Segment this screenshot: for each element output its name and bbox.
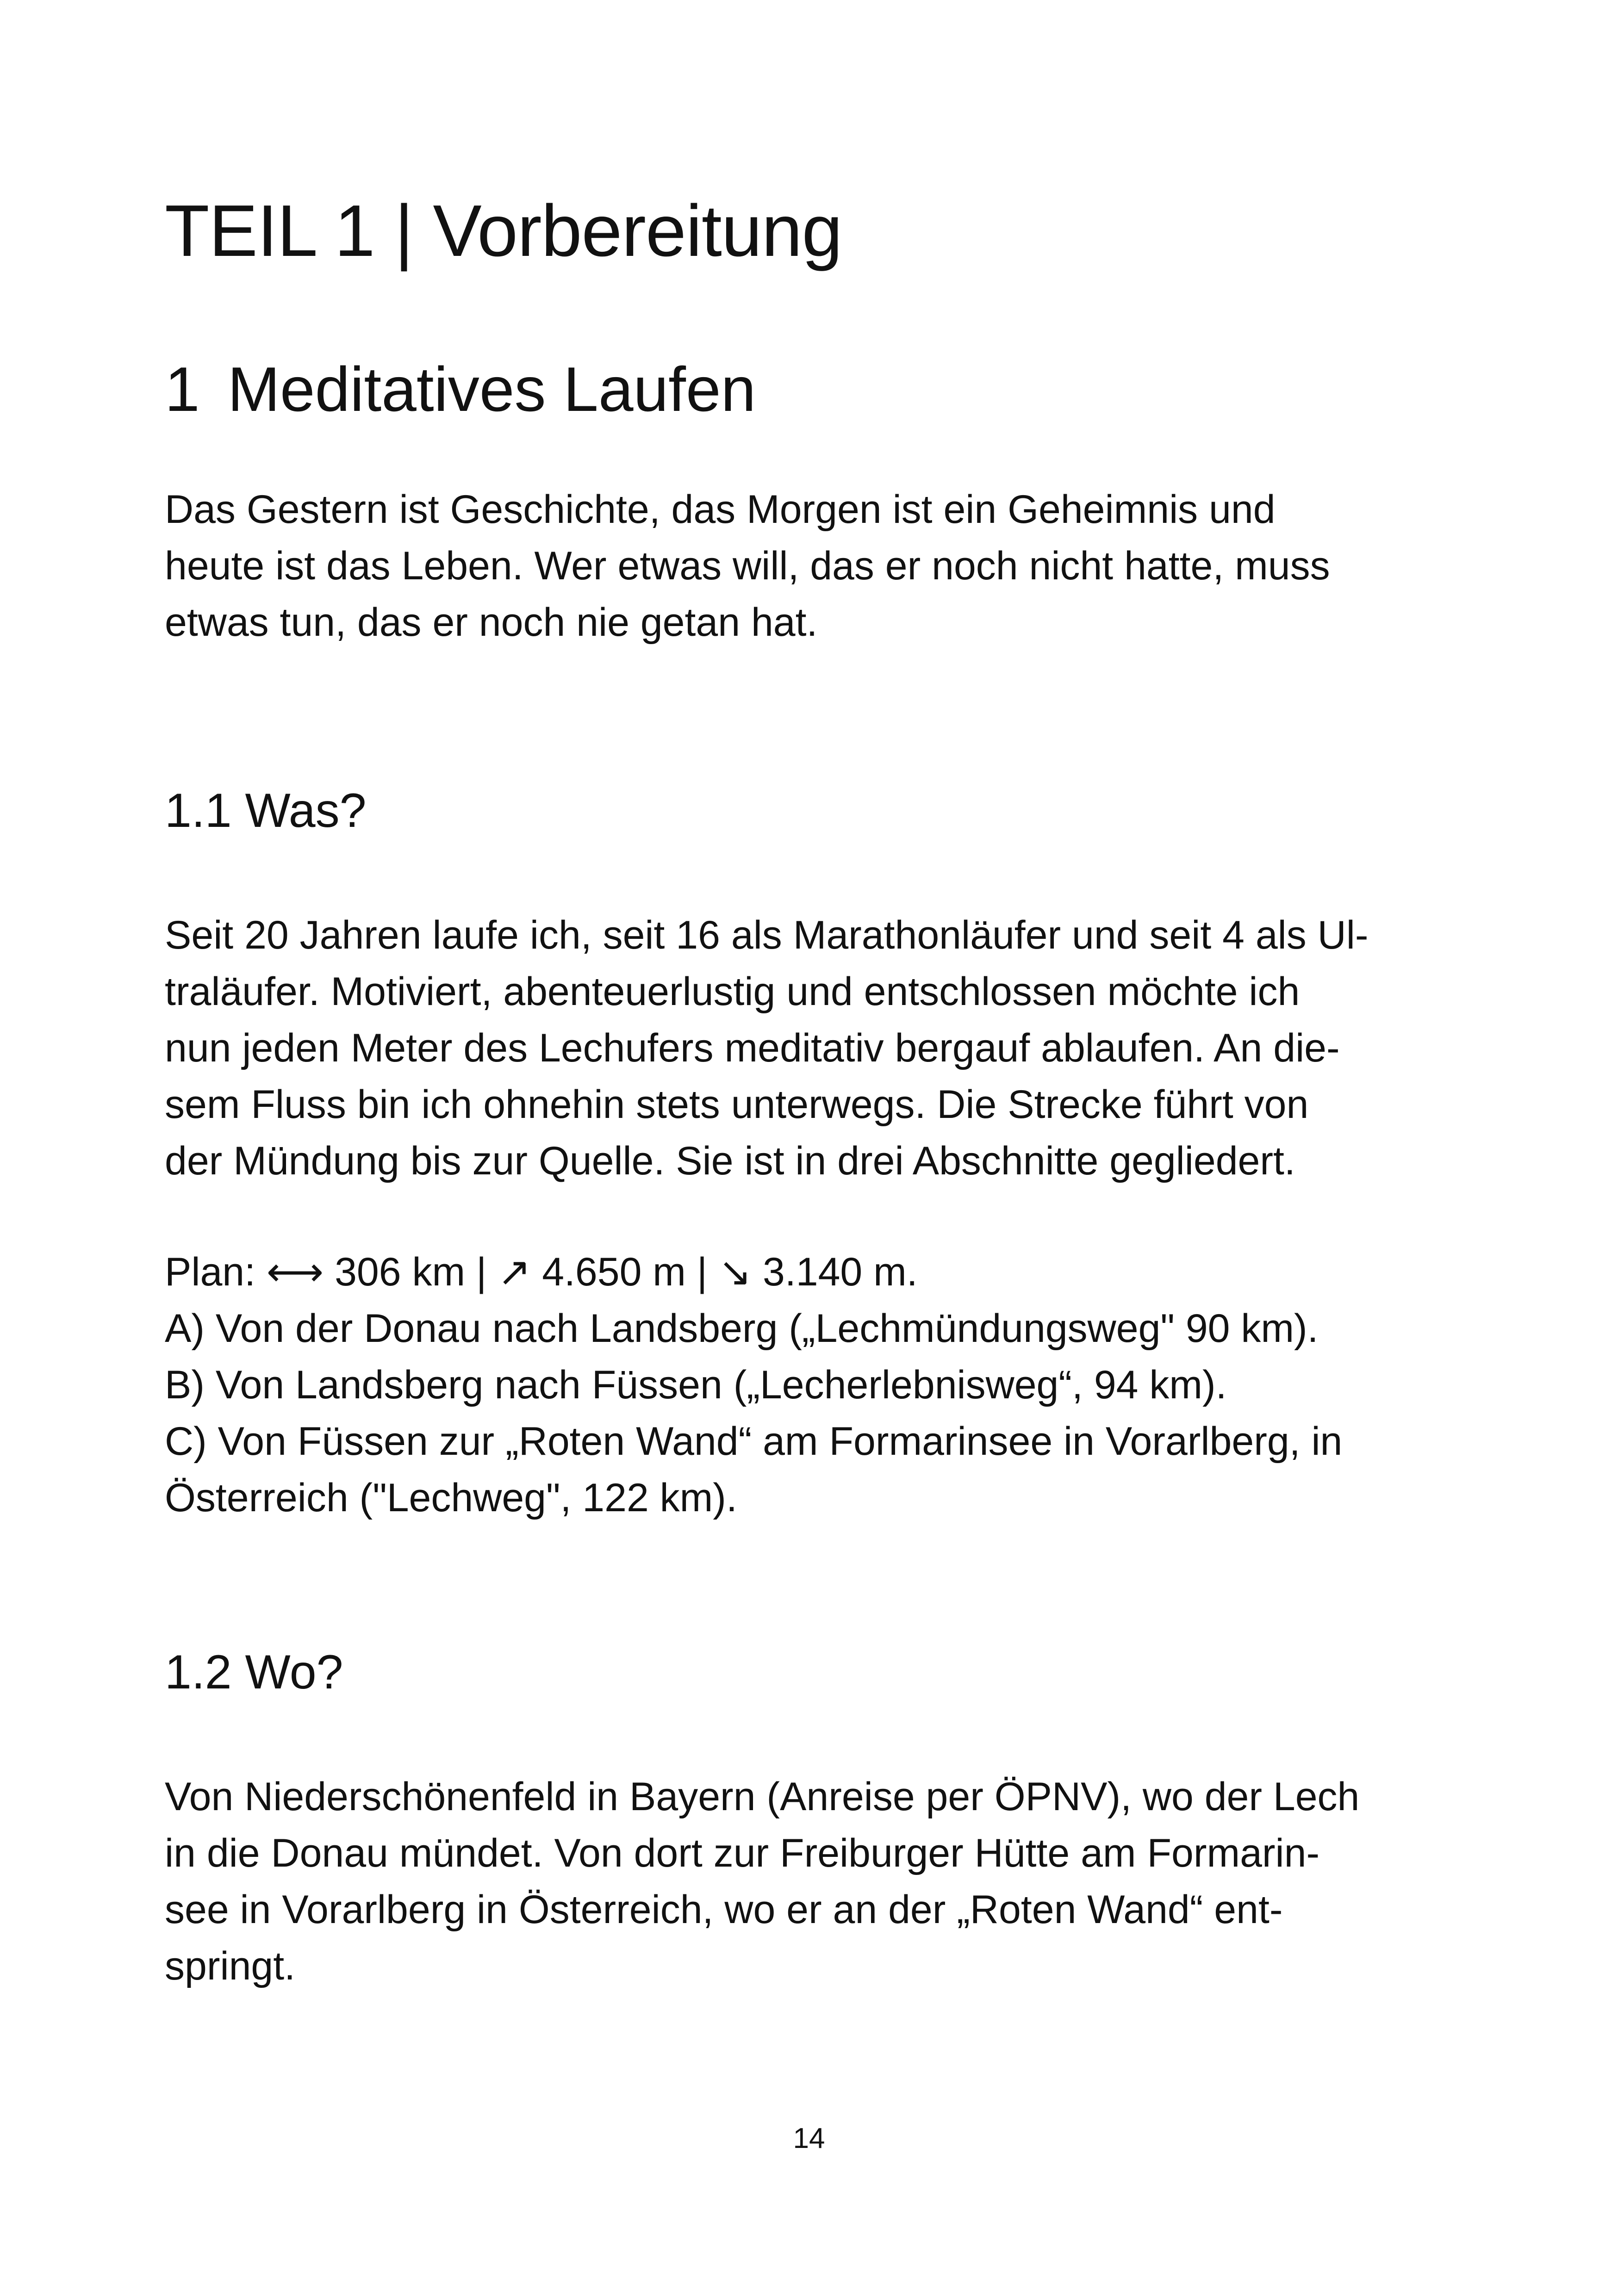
part-title: TEIL 1 | Vorbereitung [165, 190, 842, 272]
paragraph-line: traläufer. Motiviert, abenteuerlustig und entschlossen möchte ich [165, 969, 1300, 1014]
paragraph-line: in die Donau mündet. Von dort zur Freiburger Hütte am Formarin- [165, 1831, 1320, 1875]
paragraph-line: nun jeden Meter des Lechufers meditativ bergauf ablaufen. An die- [165, 1026, 1340, 1070]
intro-line: Das Gestern ist Geschichte, das Morgen ist ein Geheimnis und [165, 487, 1276, 532]
paragraph-line: springt. [165, 1944, 296, 1988]
chapter-number: 1 [165, 354, 200, 424]
section-title-was: 1.1 Was? [165, 784, 367, 838]
plan-line: C) Von Füssen zur „Roten Wand“ am Formarinsee in Vorarlberg, in [165, 1419, 1343, 1464]
plan-line: A) Von der Donau nach Landsberg („Lechmündungsweg" 90 km). [165, 1306, 1319, 1351]
intro-paragraph [165, 481, 1451, 651]
paragraph-line: Von Niederschönenfeld in Bayern (Anreise per ÖPNV), wo der Lech [165, 1775, 1360, 1819]
chapter-title [165, 352, 756, 427]
paragraph-line: Seit 20 Jahren laufe ich, seit 16 als Marathonläufer und seit 4 als Ul- [165, 913, 1369, 957]
section-wo-paragraph [165, 1769, 1451, 1994]
section-title-wo: 1.2 Wo? [165, 1645, 343, 1699]
plan-line: B) Von Landsberg nach Füssen („Lecherlebnisweg“, 94 km). [165, 1363, 1227, 1407]
plan-line: Österreich ("Lechweg", 122 km). [165, 1476, 737, 1520]
plan-paragraph [165, 1244, 1451, 1526]
paragraph-line: der Mündung bis zur Quelle. Sie ist in drei Abschnitte gegliedert. [165, 1139, 1295, 1183]
intro-line: heute ist das Leben. Wer etwas will, das er noch nicht hatte, muss [165, 544, 1330, 588]
chapter-title-text: Meditatives Laufen [227, 354, 756, 424]
paragraph-line: see in Vorarlberg in Österreich, wo er an der „Roten Wand“ ent- [165, 1887, 1283, 1932]
page-number: 14 [793, 2122, 825, 2154]
plan-line: Plan: ⟷ 306 km | ↗ 4.650 m | ↘ 3.140 m. [165, 1250, 918, 1294]
intro-line: etwas tun, das er noch nie getan hat. [165, 600, 818, 645]
section-was-paragraph [165, 907, 1451, 1189]
paragraph-line: sem Fluss bin ich ohnehin stets unterwegs. Die Strecke führt von [165, 1082, 1309, 1127]
